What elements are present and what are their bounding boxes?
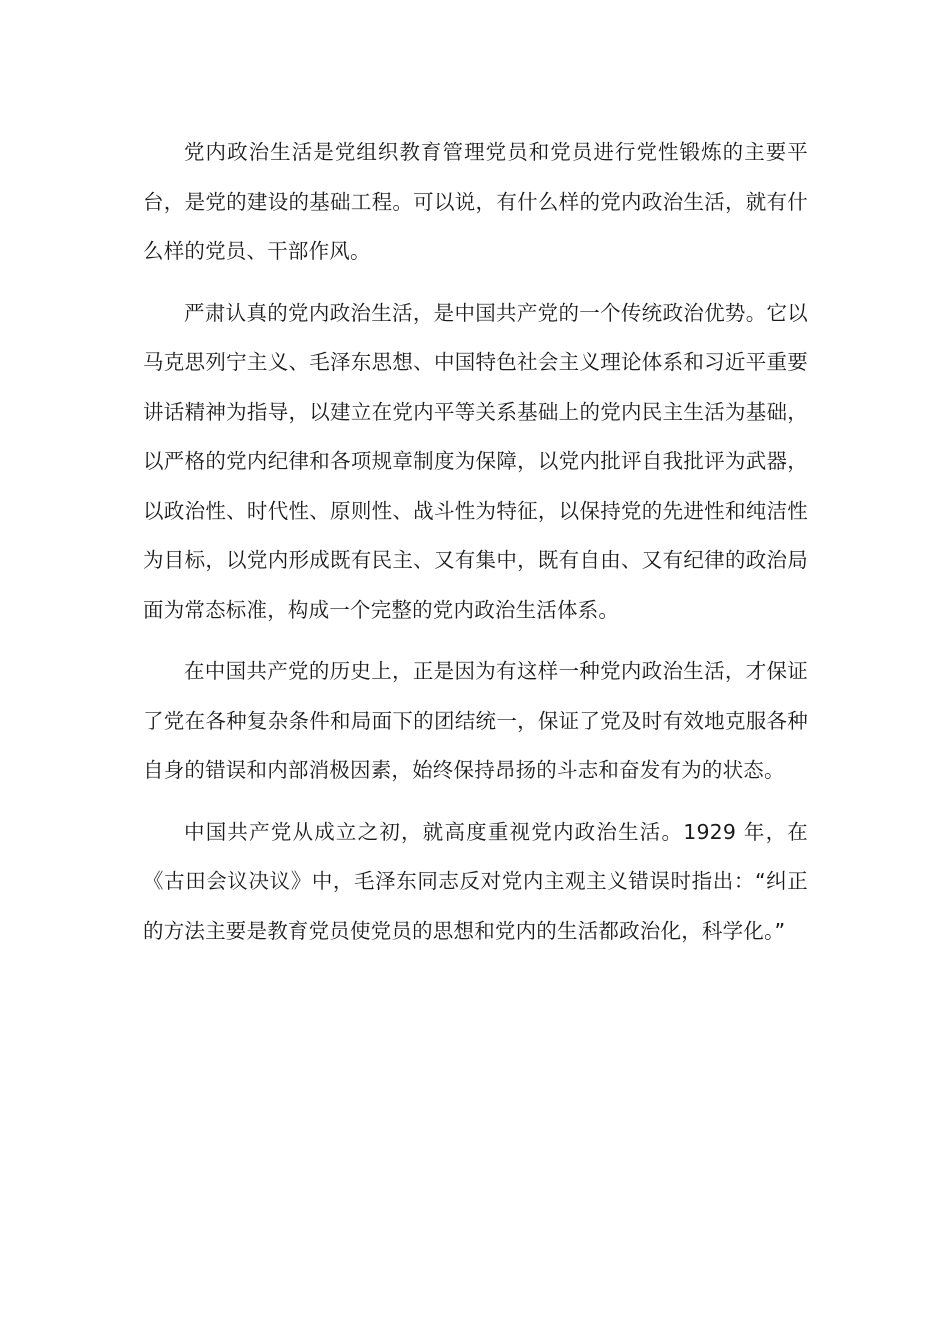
document-body [143,128,808,968]
paragraph-4: 中国共产党从成立之初，就高度重视党内政治生活。1929 年，在《古田会议决议》中，毛泽东同志反对党内主观主义错误时指出：“纠正的方法主要是教育党员使党员的思想和党内的生活都政治化，科学化。” [143,819,808,943]
paragraph-3: 在中国共产党的历史上，正是因为有这样一种党内政治生活，才保证了党在各种复杂条件和局面下的团结统一，保证了党及时有效地克服各种自身的错误和内部消极因素，始终保持昂扬的斗志和奋发有为的状态。 [143,659,808,782]
paragraph-2: 严肃认真的党内政治生活，是中国共产党的一个传统政治优势。它以马克思列宁主义、毛泽东思想、中国特色社会主义理论体系和习近平重要讲话精神为指导，以建立在党内平等关系基础上的党内民主生活为基础，以严格的党内纪律和各项规章制度为保障，以党内批评自我批评为武器，以政治性、时代性、原则性、战斗性为特征，以保持党的先进性和纯洁性为目标，以党内形成既有民主、又有集中，既有自由、又有纪律的政治局面为常态标准，构成一个完整的党内政治生活体系。 [143,300,808,622]
paragraph-1: 党内政治生活是党组织教育管理党员和党员进行党性锻炼的主要平台，是党的建设的基础工程。可以说，有什么样的党内政治生活，就有什么样的党员、干部作风。 [143,140,808,263]
